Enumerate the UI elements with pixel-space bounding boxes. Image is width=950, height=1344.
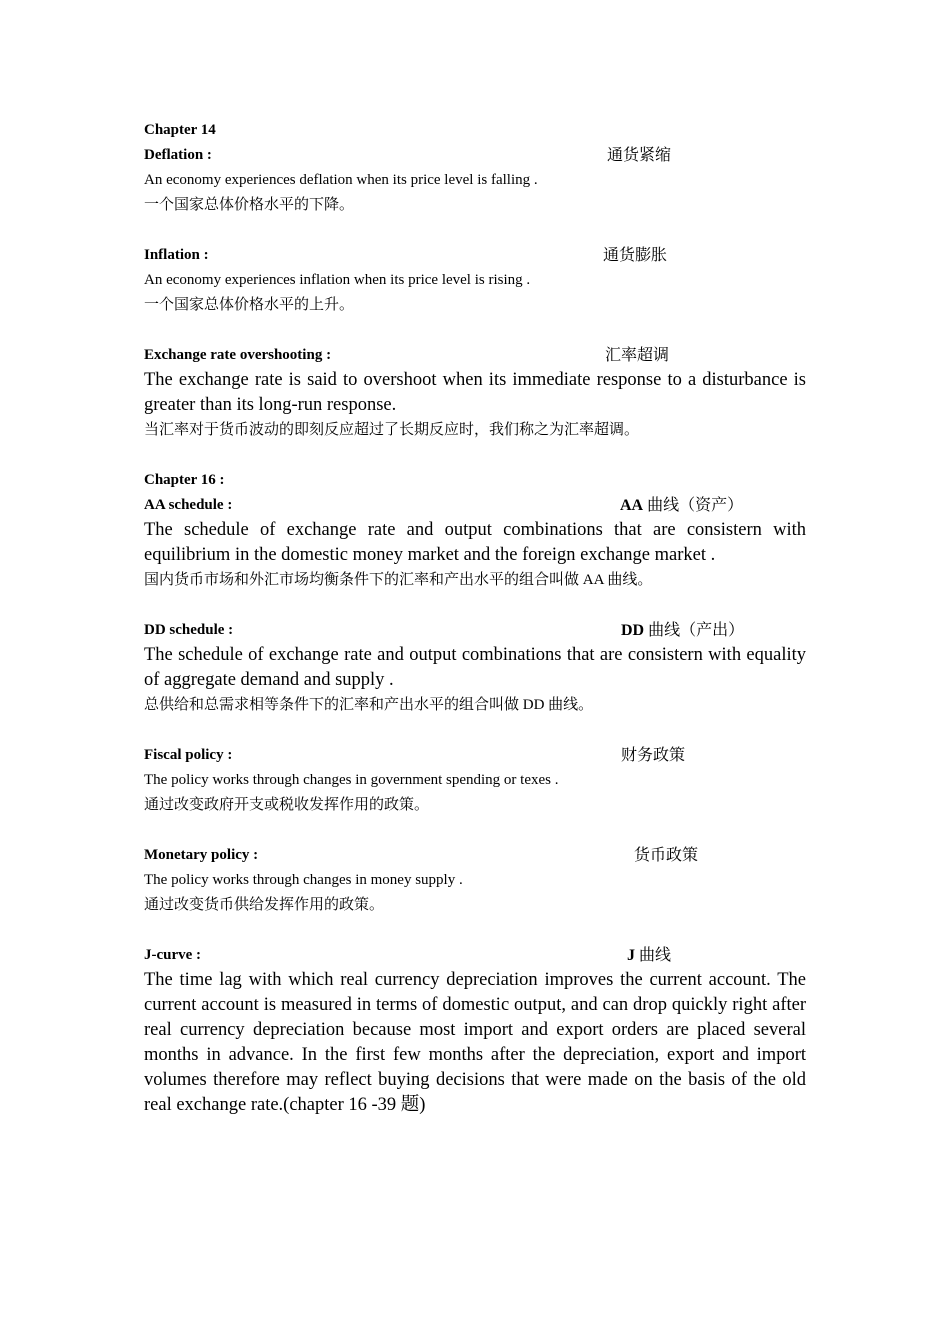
term-definition: An economy experiences deflation when its price level is falling . xyxy=(144,172,538,188)
term-title: AA schedule : xyxy=(144,497,233,513)
term-chinese-definition: 通过改变政府开支或税收发挥作用的政策。 xyxy=(144,797,430,813)
term-definition: An economy experiences inflation when its price level is rising . xyxy=(144,272,531,288)
term-translation xyxy=(627,943,671,968)
glossary-entry-j-curve xyxy=(144,943,806,1118)
spacer xyxy=(144,818,806,843)
term-row xyxy=(144,743,806,768)
term-definition: The exchange rate is said to overshoot when its immediate response to a disturbance is greater than its long-run response. xyxy=(144,370,806,415)
term-definition: The policy works through changes in government spending or texes . xyxy=(144,772,559,788)
term-definition: The schedule of exchange rate and output combinations that are consistern with equality of aggregate demand and supply . xyxy=(144,645,806,690)
term-translation: 财务政策 xyxy=(621,747,686,764)
term-title: Monetary policy : xyxy=(144,847,259,863)
term-chinese-definition: 当汇率对于货币波动的即刻反应超过了长期反应时，我们称之为汇率超调。 xyxy=(144,422,640,438)
spacer xyxy=(144,593,806,618)
term-translation: 通货膨胀 xyxy=(603,247,668,264)
document-page xyxy=(144,118,806,1118)
term-chinese-definition: 通过改变货币供给发挥作用的政策。 xyxy=(144,897,385,913)
term-chinese-definition: 国内货币市场和外汇市场均衡条件下的汇率和产出水平的组合叫做 AA 曲线。 xyxy=(144,572,653,588)
glossary-entry-dd-schedule xyxy=(144,618,806,718)
spacer xyxy=(144,218,806,243)
term-title: Exchange rate overshooting : xyxy=(144,347,332,363)
term-chinese-definition: 一个国家总体价格水平的下降。 xyxy=(144,197,355,213)
term-title: DD schedule : xyxy=(144,622,234,638)
term-translation: 通货紧缩 xyxy=(607,147,672,164)
term-chinese-definition: 总供给和总需求相等条件下的汇率和产出水平的组合叫做 DD 曲线。 xyxy=(144,697,594,713)
term-translation xyxy=(620,493,743,518)
translation-text: 曲线 xyxy=(635,947,672,964)
term-translation xyxy=(621,618,744,643)
translation-prefix: AA xyxy=(620,497,644,514)
translation-text: 曲线（资产） xyxy=(643,497,744,514)
term-row xyxy=(144,943,806,968)
translation-text: 曲线（产出） xyxy=(644,622,745,639)
chapter-heading: Chapter 14 xyxy=(144,122,216,138)
term-definition: The time lag with which real currency depreciation improves the current account. The current account is measured in terms of domestic output, and can drop quickly right after real currency depreciation because most import and export orders are placed several months in advance. In the first few months after the depreciation, export and import volumes therefore may reflect buying decisions that were made on the basis of the old real exchange rate.(chapter 16 -39 题) xyxy=(144,970,806,1115)
term-title: Inflation : xyxy=(144,247,209,263)
term-row xyxy=(144,618,806,643)
glossary-entry-aa-schedule xyxy=(144,493,806,593)
glossary-entry-monetary-policy xyxy=(144,843,806,918)
spacer xyxy=(144,718,806,743)
term-title: J-curve : xyxy=(144,947,202,963)
term-definition: The policy works through changes in money supply . xyxy=(144,872,463,888)
term-definition: The schedule of exchange rate and output combinations that are consistern with equilibrium in the domestic money market and the foreign exchange market . xyxy=(144,520,806,565)
glossary-entry-inflation xyxy=(144,243,806,318)
term-row xyxy=(144,143,806,168)
glossary-entry-exchange-rate-overshooting xyxy=(144,343,806,443)
term-translation: 汇率超调 xyxy=(605,347,670,364)
term-translation: 货币政策 xyxy=(634,847,699,864)
spacer xyxy=(144,443,806,468)
term-row xyxy=(144,243,806,268)
translation-prefix: DD xyxy=(621,622,645,639)
chapter-heading: Chapter 16 : xyxy=(144,472,225,488)
term-chinese-definition: 一个国家总体价格水平的上升。 xyxy=(144,297,355,313)
term-row xyxy=(144,843,806,868)
translation-prefix: J xyxy=(627,947,635,964)
term-title: Fiscal policy : xyxy=(144,747,233,763)
term-title: Deflation : xyxy=(144,147,212,163)
spacer xyxy=(144,918,806,943)
spacer xyxy=(144,318,806,343)
glossary-entry-fiscal-policy xyxy=(144,743,806,818)
term-row xyxy=(144,493,806,518)
term-row xyxy=(144,343,806,368)
glossary-entry-deflation xyxy=(144,143,806,218)
